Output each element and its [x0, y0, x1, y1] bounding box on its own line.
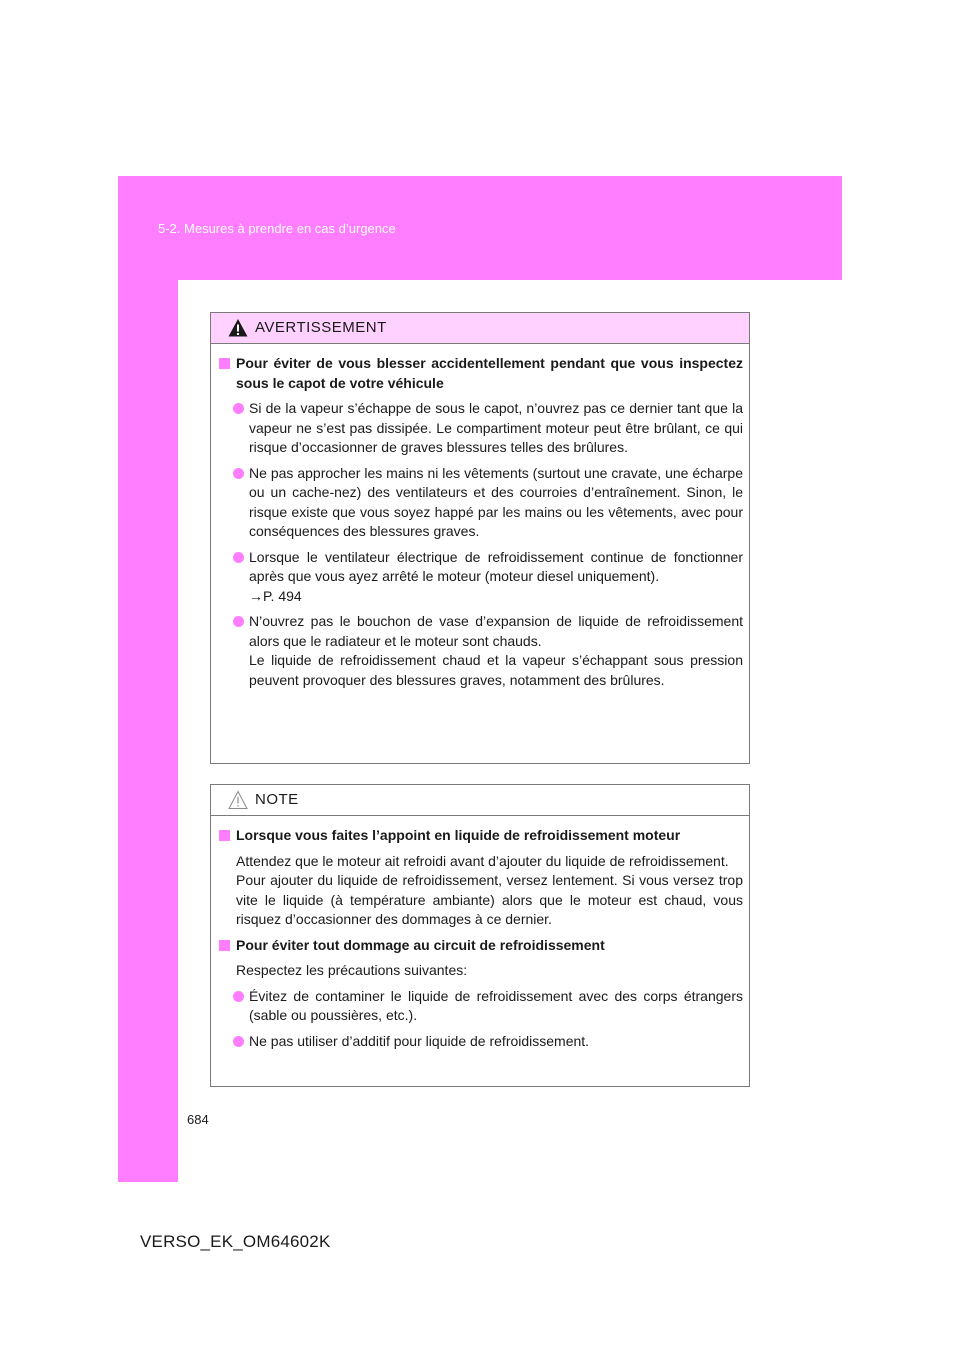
note-header: [211, 785, 749, 816]
caution-triangle-icon: [228, 790, 248, 810]
side-tab-bar: [118, 280, 178, 1182]
warning-heading: Pour éviter de vous blesser accidentellement pendant que vous inspectez sous le capot de votre véhicule: [219, 354, 743, 393]
warning-body: [211, 344, 749, 690]
note-heading-2: Pour éviter tout dommage au circuit de refroidissement: [219, 936, 743, 956]
note-paragraph: Attendez que le moteur ait refroidi avant d’ajouter du liquide de refroidissement. Pour ajouter du liquide de refroidissement, versez lentement. Si vous versez trop vite le liquide (à température ambiante) alors que le moteur est chaud, vous risquez d’occasionner des dommages à ce dernier.: [236, 852, 743, 927]
warning-bullet: N’ouvrez pas le bouchon de vase d’expansion de liquide de refroidissement alors que le radiateur et le moteur sont chauds. Le liquide de refroidissement chaud et la vapeur s’échappant sous pression peuvent provoquer des blessures graves, notamment des brûlures.: [219, 612, 743, 690]
page-number: 684: [187, 1112, 209, 1127]
warning-header: [211, 313, 749, 344]
section-title: 5-2. Mesures à prendre en cas d’urgence: [158, 221, 396, 236]
round-bullet-icon: [233, 468, 244, 479]
round-bullet-icon: [233, 403, 244, 414]
page-reference: →P. 494: [249, 587, 302, 604]
warning-title: AVERTISSEMENT: [255, 319, 387, 336]
header-band: [118, 176, 842, 280]
note-body: [211, 816, 749, 1051]
square-bullet-icon: [219, 830, 230, 841]
note-paragraph: Respectez les précautions suivantes:: [236, 962, 468, 978]
round-bullet-icon: [233, 552, 244, 563]
warning-bullet: Ne pas approcher les mains ni les vêtements (surtout une cravate, une écharpe ou un cache-nez) des ventilateurs et des courroies d’entraînement. Sinon, le risque existe que vous soyez happé par les mains ou les vêtements, avec pour conséquences des blessures graves.: [219, 464, 743, 542]
round-bullet-icon: [233, 991, 244, 1002]
round-bullet-icon: [233, 616, 244, 627]
note-bullet: Ne pas utiliser d’additif pour liquide de refroidissement.: [219, 1032, 743, 1052]
note-box: [210, 784, 750, 1087]
warning-triangle-icon: [228, 318, 248, 338]
note-title: NOTE: [255, 791, 299, 808]
square-bullet-icon: [219, 940, 230, 951]
warning-bullet: Lorsque le ventilateur électrique de refroidissement continue de fonctionner après que vous ayez arrêté le moteur (moteur diesel uniquement). →P. 494: [219, 548, 743, 607]
note-heading-1: Lorsque vous faites l’appoint en liquide de refroidissement moteur: [219, 826, 743, 846]
warning-box: [210, 312, 750, 764]
square-bullet-icon: [219, 358, 230, 369]
round-bullet-icon: [233, 1036, 244, 1047]
note-bullet: Évitez de contaminer le liquide de refroidissement avec des corps étrangers (sable ou poussières, etc.).: [219, 987, 743, 1026]
document-code: VERSO_EK_OM64602K: [140, 1232, 331, 1251]
warning-bullet: Si de la vapeur s’échappe de sous le capot, n’ouvrez pas ce dernier tant que la vapeur ne s’est pas dissipée. Le compartiment moteur peut être brûlant, ce qui risque d’occasionner de graves blessures telles des brûlures.: [219, 399, 743, 458]
